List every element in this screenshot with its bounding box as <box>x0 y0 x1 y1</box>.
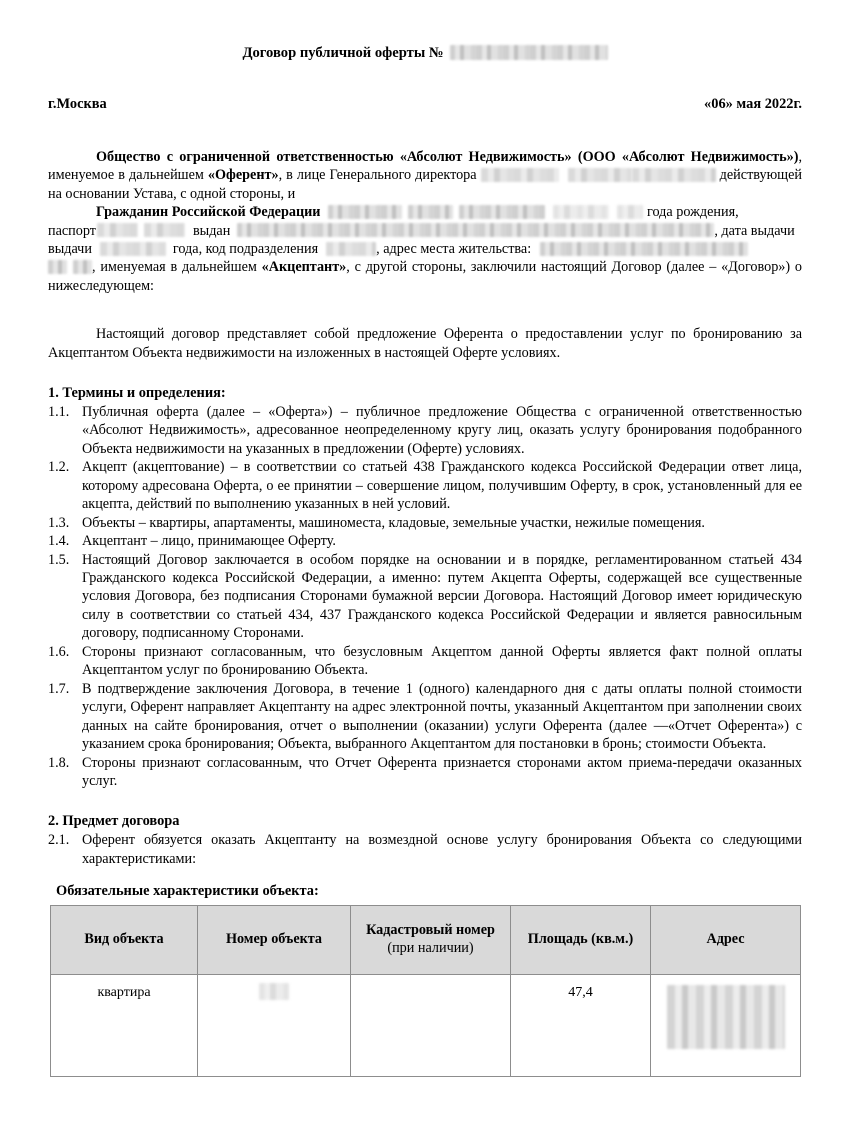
header-object-kind-label: Вид объекта <box>84 930 164 947</box>
header-object-number <box>198 905 351 974</box>
redacted-subdivision-code <box>326 242 376 256</box>
redacted-passport-issuer <box>237 223 714 237</box>
object-table-body <box>51 974 801 1076</box>
clause-1-4-number: 1.4. <box>48 533 70 550</box>
clause-1-3-number: 1.3. <box>48 514 70 531</box>
section-1-heading: 1. Термины и определения: <box>48 385 226 402</box>
clause-1-2-text: Акцепт (акцептование) – в соответствии со статьей 438 Гражданского кодекса Российской Федерации ответ лица, которому адресована Оферта, о ее принятии – совершение лицом, получившим Оферту, в срок, установленный для ее акцепта, действий по выполнению указанных в ней условий. <box>82 459 802 513</box>
address-label: , адрес места жительства: <box>376 240 532 257</box>
redacted-director-name <box>568 168 632 182</box>
header-cadastral-number-sublabel: (при наличии) <box>387 939 474 956</box>
clause-1-5-text: Настоящий Договор заключается в особом порядке на основании и в порядке, регламентированном статьей 434 Гражданского кодекса Российской Федерации, а именно: путем Акцепта Оферты, содержащей все существенные условия Договора, без подписания Сторонами бумажной версии Договора. Настоящий Договор имеет юридическую силу в соответствии со статьей 434, 437 Гражданского кодекса Российской Федерации и является равносильным договору, подписанному Сторонами. <box>82 551 802 642</box>
header-area <box>511 905 651 974</box>
clause-1-6-number: 1.6. <box>48 643 70 660</box>
header-address-label: Адрес <box>706 930 745 947</box>
clause-2-1-text: Оферент обязуется оказать Акцептанту на возмездной основе услугу бронирования Объекта со следующими характеристиками: <box>82 832 802 867</box>
header-area-label: Площадь (кв.м.) <box>527 930 634 947</box>
clause-1-6 <box>48 643 802 680</box>
clause-1-4 <box>48 532 802 550</box>
date-label: «06» мая 2022г. <box>704 95 802 112</box>
clause-1-8-text: Стороны признают согласованным, что Отчет Оферента признается сторонами актом приема-передачи оказанных услуг. <box>82 754 802 789</box>
offerent-charter-text: действующей на основании Устава, с одной стороны, и <box>48 167 802 202</box>
clause-1-4-text: Акцептант – лицо, принимающее Оферту. <box>82 533 336 550</box>
header-object-number-label: Номер объекта <box>225 930 323 947</box>
acceptant-citizen-label: Гражданин Российской Федерации <box>96 204 321 221</box>
clause-2-1 <box>48 831 802 868</box>
redacted-issue-date <box>100 242 166 256</box>
cell-address <box>651 974 801 1076</box>
cell-object-number <box>198 974 351 1076</box>
acceptant-birth-text: года рождения, <box>643 204 739 221</box>
offerent-paragraph <box>48 148 802 203</box>
header-cadastral-number <box>351 905 511 974</box>
city-label: г.Москва <box>48 95 107 112</box>
redacted-acceptant-patronymic <box>459 205 545 219</box>
clause-1-1 <box>48 403 802 458</box>
acceptant-named-text: , именуемая в дальнейшем <box>92 259 262 276</box>
document-title-text: Договор публичной оферты № <box>242 45 444 61</box>
clause-1-6-text: Стороны признают согласованным, что безусловным Акцептом данной Оферты является факт полной оплаты Акцептантом услуг по бронированию Объекта. <box>82 643 802 679</box>
clause-1-1-number: 1.1. <box>48 403 70 420</box>
redacted-acceptant-surname <box>328 205 402 219</box>
redacted-passport-series <box>97 223 138 237</box>
table-row <box>51 974 801 1076</box>
clause-1-5 <box>48 551 802 643</box>
offerent-after-name: , именуемое в дальнейшем <box>48 148 802 184</box>
object-table-head <box>51 905 801 974</box>
place-date-row <box>48 95 802 114</box>
clause-1-3-text: Объекты – квартиры, апартаменты, машиноместа, кладовые, земельные участки, нежилые помещения. <box>82 514 705 531</box>
acceptant-paragraph <box>48 203 802 295</box>
clause-1-2 <box>48 458 802 513</box>
issue-prefix: выдачи <box>48 240 92 257</box>
header-address <box>651 905 801 974</box>
clause-1-8 <box>48 754 802 791</box>
section-1-clause-list <box>48 403 802 791</box>
clause-1-7-number: 1.7. <box>48 680 70 697</box>
redacted-director-surname <box>481 168 559 182</box>
section-2-heading: 2. Предмет договора <box>48 813 180 830</box>
cell-area: 47,4 <box>511 974 651 1076</box>
clause-1-2-number: 1.2. <box>48 459 70 476</box>
redacted-residence-address <box>540 242 748 256</box>
offerent-role: «Оферент» <box>207 167 279 184</box>
redacted-birth-date <box>553 205 609 219</box>
cell-cadastral-number <box>351 974 511 1076</box>
passport-issued-label: выдан <box>192 222 231 239</box>
clause-1-7-text: В подтверждение заключения Договора, в течение 1 (одного) календарного дня с даты оплаты полной стоимости услуги, Оферент направляет Акцептанту на адрес электронной почты, указанный Акцептантом при заполнении своих данных на сайте бронирования, отчет о выполнении (оказании) услуги Оферента (далее —«Отчет Оферента») с указанием срока бронирования; Объекта, выбранного Акцептантом для постановки в бронь; стоимости Объекта. <box>82 680 802 753</box>
offerent-director-lead: , в лице Генерального директора <box>278 167 481 184</box>
object-characteristics-table <box>50 905 801 1077</box>
cell-object-kind: квартира <box>51 974 198 1076</box>
clause-1-3 <box>48 514 802 532</box>
redacted-acceptant-name <box>408 205 453 219</box>
redacted-object-number <box>259 983 289 1000</box>
document-title <box>48 0 802 63</box>
redacted-object-address <box>667 985 785 1049</box>
object-table-caption: Обязательные характеристики объекта: <box>56 883 319 900</box>
clause-1-7 <box>48 680 802 754</box>
clause-1-1-text: Публичная оферта (далее – «Оферта») – публичное предложение Общества с ограниченной ответственностью «Абсолют Недвижимость», адресованное неопределенному кругу лиц, оказать услугу бронирования подобранного Объекта недвижимости на указанных в предложении (Оферте) условиях. <box>82 403 802 457</box>
redacted-residence-address-cont <box>48 260 67 274</box>
clause-1-8-number: 1.8. <box>48 754 70 771</box>
contract-subject-paragraph: Настоящий договор представляет собой предложение Оферента о предоставлении услуг по бронированию за Акцептантом Объекта недвижимости на изложенных в настоящей Оферте условиях. <box>48 326 802 361</box>
subdivision-label: года, код подразделения <box>172 240 319 257</box>
redacted-director-patronymic <box>632 168 716 182</box>
redacted-birth-year <box>617 205 643 219</box>
section-2-clause-list <box>48 831 802 868</box>
redacted-contract-number <box>450 45 608 60</box>
passport-label: паспорт <box>48 222 96 239</box>
offerent-company-name: Общество с ограниченной ответственностью «Абсолют Недвижимость» (ООО «Абсолют Недвижимость») <box>96 148 799 165</box>
passport-issue-date-label: , дата выдачи <box>714 222 795 239</box>
acceptant-role: «Акцептант» <box>261 259 347 276</box>
redacted-passport-number <box>144 223 185 237</box>
header-object-kind <box>51 905 198 974</box>
table-header-row <box>51 905 801 974</box>
redacted-residence-address-cont2 <box>73 260 92 274</box>
header-cadastral-number-label: Кадастровый номер <box>366 922 495 939</box>
clause-1-5-number: 1.5. <box>48 551 70 568</box>
acceptant-tail-text: , с другой стороны, заключили настоящий Договор (далее – «Договор») о нижеследующем: <box>48 259 802 294</box>
clause-2-1-number: 2.1. <box>48 832 70 849</box>
